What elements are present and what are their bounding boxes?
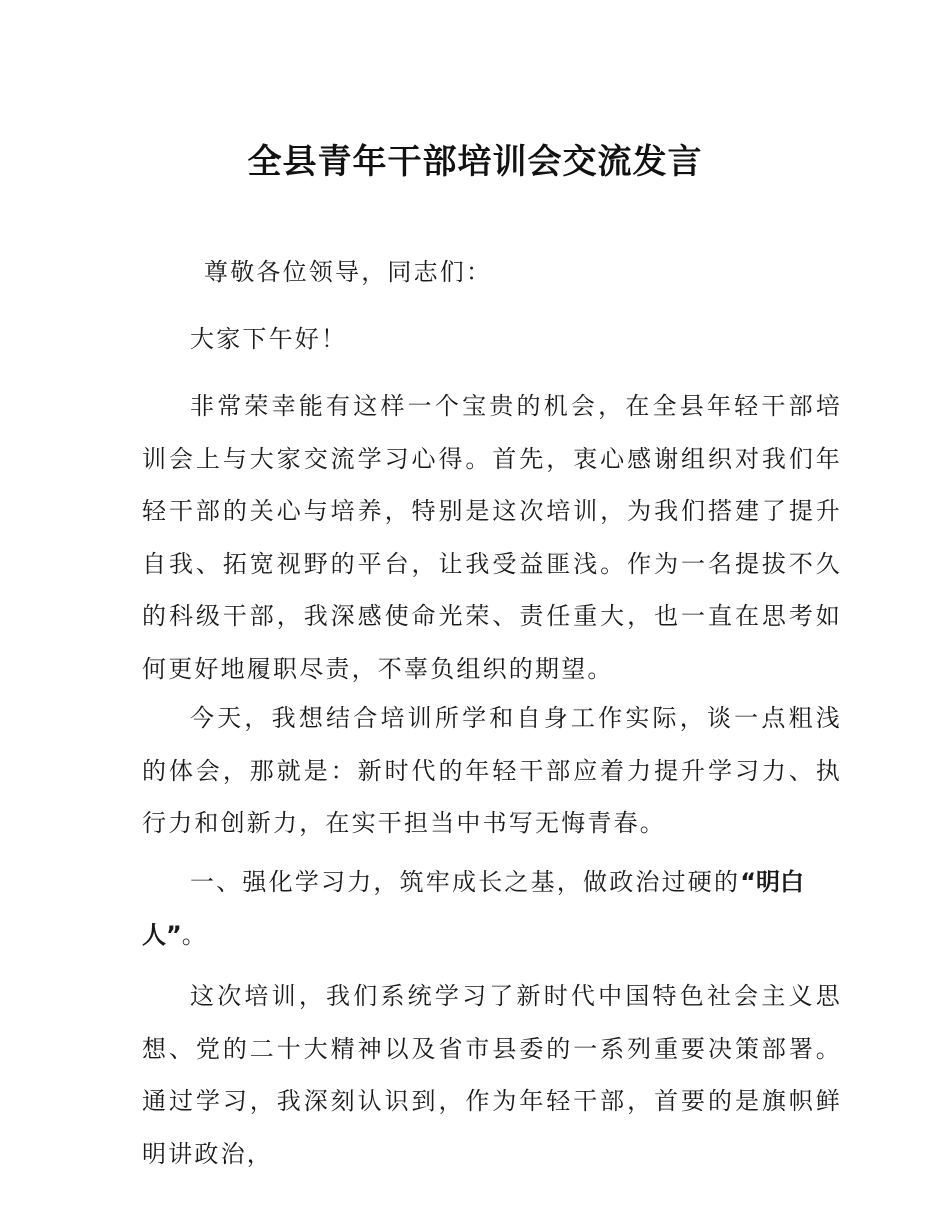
document-title: 全县青年干部培训会交流发言 bbox=[247, 141, 703, 182]
salutation: 尊敬各位领导，同志们： bbox=[204, 258, 493, 286]
section-heading-1-period: 。 bbox=[181, 920, 208, 949]
section-heading-1 bbox=[142, 856, 842, 961]
paragraph-training: 这次培训，我们系统学习了新时代中国特色社会主义思想、党的二十大精神以及省市县委的一系列重要决策部署。通过学习，我深刻认识到，作为年轻干部，首要的是旗帜鲜明讲政治， bbox=[142, 982, 842, 1168]
paragraph-theme: 今天，我想结合培训所学和自身工作实际，谈一点粗浅的体会，那就是：新时代的年轻干部应着力提升学习力、执行力和创新力，在实干担当中书写无悔青春。 bbox=[142, 704, 842, 837]
section-heading-1-quote-word: 人 bbox=[142, 920, 166, 949]
section-heading-1-text: 一、强化学习力，筑牢成长之基，做政治过硬的 bbox=[190, 868, 741, 896]
greeting: 大家下午好！ bbox=[190, 325, 348, 353]
paragraph-intro: 非常荣幸能有这样一个宝贵的机会，在全县年轻干部培训会上与大家交流学习心得。首先，衷心感谢组织对我们年轻干部的关心与培养，特别是这次培训，为我们搭建了提升自我、拓宽视野的平台，让我受益匪浅。作为一名提拔不久的科级干部，我深感使命光荣、责任重大，也一直在思考如何更好地履职尽责，不辜负组织的期望。 bbox=[142, 392, 842, 683]
section-heading-1-quote-open: “明白 bbox=[740, 868, 804, 896]
section-heading-1-quote-close: ” bbox=[166, 920, 182, 949]
